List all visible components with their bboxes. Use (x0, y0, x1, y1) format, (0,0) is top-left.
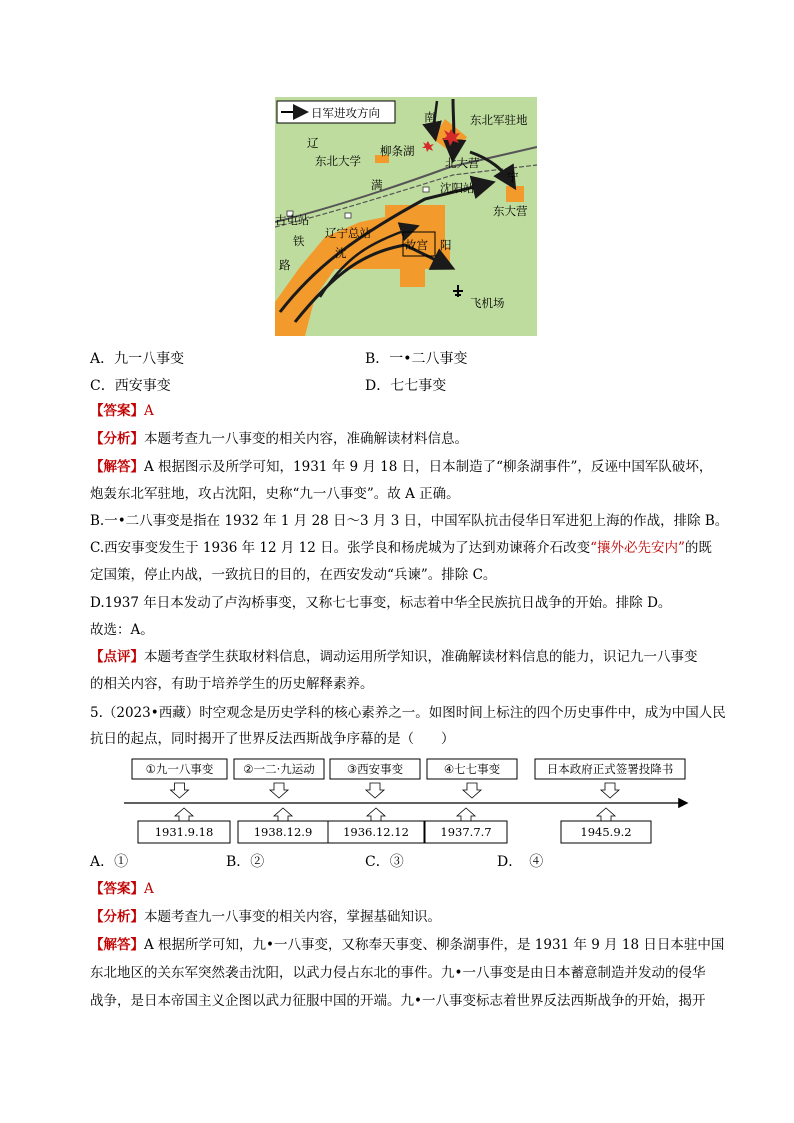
label-dongdaying: 东大营 (493, 204, 528, 218)
q4-comment-line-2: 的相关内容，有助于培养学生的历史解释素养。 (90, 676, 374, 692)
label-shenyang-station: 沈阳站 (440, 181, 475, 195)
timeline-date-label: 1931.9.18 (154, 825, 214, 839)
timeline-down-arrow-icon (171, 783, 189, 798)
timeline-down-arrow-icon (463, 783, 481, 798)
answer-tag: 【答案】 (90, 881, 144, 897)
timeline-date-label: 1938.12.9 (253, 825, 313, 839)
label-liao: 辽 (307, 136, 319, 150)
c-text-a: C.西安事变发生于 1936 年 12 月 12 日。张学良和杨虎城为了达到劝谏蒋介石改变 (90, 540, 591, 556)
c-text-c: 的既 (684, 540, 712, 556)
legend-label: 日军进攻方向 (311, 106, 380, 120)
answer-tag: 【答案】 (90, 403, 144, 419)
answer-value: A (144, 881, 154, 897)
q5-stem-line-2: 抗日的起点，同时揭开了世界反法西斯战争序幕的是（ ） (90, 731, 455, 747)
timeline-up-arrow-icon (597, 808, 615, 821)
q5-solution-line-1 (90, 935, 724, 955)
answer-value: A (144, 403, 154, 419)
q4-d-explain: D.1937 年日本发动了卢沟桥事变，又称七七事变，标志着中华全民族抗日战争的开始。排除 D。 (90, 595, 672, 611)
q4-option-a: A．九一八事变 (90, 351, 185, 367)
q4-analysis-line (90, 429, 468, 449)
label-liaoning-hq: 辽宁总站 (325, 226, 371, 240)
q5-option-b: B．② (226, 854, 265, 870)
label-yang: 阳 (440, 238, 452, 252)
timeline-figure (118, 757, 693, 847)
q5-stem-line-1: 5.（2023•西藏）时空观念是历史学科的核心素养之一。如图时间上标注的四个历史事件中，成为中国人民 (90, 705, 726, 721)
label-dongbei-univ: 东北大学 (315, 154, 361, 168)
timeline-event-label: ①九一八事变 (145, 762, 214, 776)
label-beidaying: 北大营 (445, 156, 480, 170)
q5-solution-line-2: 东北地区的关东军突然袭击沈阳，以武力侵占东北的事件。九•一八事变是由日本蓄意制造并发动的侵华 (90, 965, 706, 981)
attack-arrow (453, 99, 454, 157)
timeline-down-arrow-icon (270, 783, 288, 798)
timeline-event-label: 日本政府正式签署投降书 (546, 762, 674, 776)
label-liutiaohu: 柳条湖 (380, 144, 415, 158)
q4-option-c: C．西安事变 (90, 378, 171, 394)
comment-text: 本题考查学生获取材料信息，调动运用所学知识，准确解读材料信息的能力，识记九一八事变 (144, 649, 698, 665)
label-gutun: 古屯站 (275, 213, 310, 227)
timeline-event-label: ②一二·九运动 (243, 762, 315, 776)
rail-station-marker (345, 213, 351, 218)
q4-option-d: D．七七事变 (365, 378, 447, 394)
label-airport: 飞机场 (470, 296, 505, 310)
timeline-event-label: ③西安事变 (346, 762, 404, 776)
rail-station-marker (423, 187, 429, 192)
label-ning: 宁 (507, 170, 519, 184)
timeline-up-arrow-icon (175, 808, 193, 821)
timeline-down-arrow-icon (601, 783, 619, 798)
label-lu: 路 (279, 258, 291, 272)
solution-text: A 根据图示及所学可知，1931 年 9 月 18 日，日本制造了“柳条湖事件”，反诬中国军队破坏， (144, 459, 713, 475)
map-figure (275, 97, 537, 336)
q4-c-explain-1 (90, 538, 712, 558)
q5-analysis-line (90, 907, 441, 927)
c-text-quote: “攘外必先安内” (590, 540, 685, 556)
timeline-date-label: 1945.9.2 (580, 825, 632, 839)
analysis-tag: 【分析】 (90, 431, 144, 447)
label-shen: 沈 (335, 246, 347, 260)
solution-tag: 【解答】 (90, 459, 144, 475)
solution-text: A 根据所学可知，九•一八事变，又称奉天事变、柳条湖事件，是 1931 年 9 月 18 日日本驻中国 (144, 937, 725, 953)
q4-option-b: B．一•二八事变 (365, 351, 468, 367)
q4-solution-line-2: 炮轰东北军驻地，攻占沈阳，史称“九一八事变”。故 A 正确。 (90, 486, 460, 502)
timeline-up-arrow-icon (274, 808, 292, 821)
q5-answer-line (90, 879, 154, 899)
q5-solution-line-3: 战争，是日本帝国主义企图以武力征服中国的开端。九•一八事变标志着世界反法西斯战争的开始，揭开 (90, 993, 706, 1009)
q5-option-c: C．③ (365, 854, 404, 870)
q4-b-explain: B.一•二八事变是指在 1932 年 1 月 28 日～3 月 3 日，中国军队抗击侵华日军进犯上海的作战，排除 B。 (90, 513, 729, 529)
q4-answer-line (90, 401, 154, 421)
solution-tag: 【解答】 (90, 937, 144, 953)
label-tie: 铁 (293, 234, 305, 248)
q4-conclusion: 故选：A。 (90, 622, 154, 638)
timeline-date-label: 1937.7.7 (440, 825, 492, 839)
analysis-tag: 【分析】 (90, 909, 144, 925)
label-gugong: 故宫 (405, 238, 428, 252)
dongdaying-block (506, 186, 524, 202)
analysis-text: 本题考查九一八事变的相关内容，准确解读材料信息。 (144, 431, 468, 447)
label-nan: 南 (424, 110, 436, 124)
q4-solution-line-1 (90, 457, 712, 477)
analysis-text: 本题考查九一八事变的相关内容，掌握基础知识。 (144, 909, 441, 925)
q4-c-explain-2: 定国策，停止内战，一致抗日的目的，在西安发动“兵谏”。排除 C。 (90, 567, 497, 583)
label-hq: 东北军驻地 (470, 113, 528, 127)
timeline-event-label: ④七七事变 (443, 762, 501, 776)
label-man: 满 (371, 178, 383, 192)
timeline-up-arrow-icon (367, 808, 385, 821)
q4-comment-line-1 (90, 647, 698, 667)
timeline-down-arrow-icon (366, 783, 384, 798)
q5-option-a: A．① (90, 854, 129, 870)
q5-option-d: D． ④ (497, 854, 544, 870)
timeline-up-arrow-icon (457, 808, 475, 821)
timeline-date-label: 1936.12.12 (343, 825, 409, 839)
comment-tag: 【点评】 (90, 649, 144, 665)
